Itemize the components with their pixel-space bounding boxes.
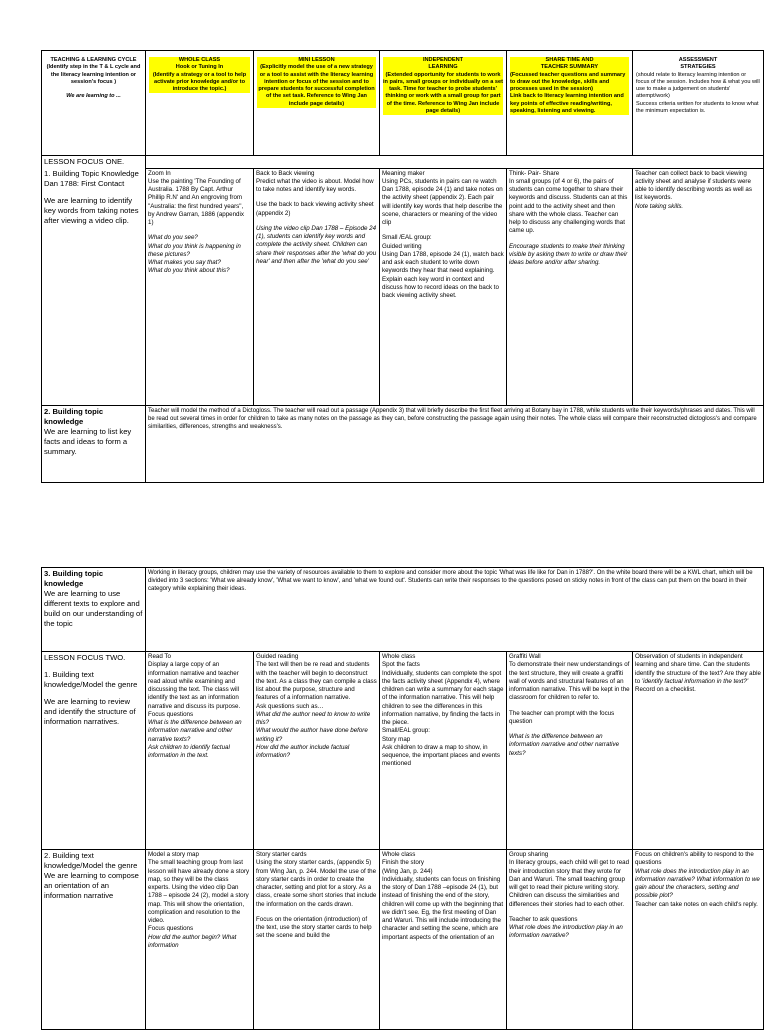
header-whole-class (146, 51, 254, 156)
lesson5-independent-title: Whole class Finish the story (Wing Jan, p. 244) (382, 851, 433, 875)
lesson4-mini (254, 652, 380, 850)
lesson4-independent-group-title: Small/EAL group: Story map (382, 727, 430, 743)
header-independent-desc: (Extended opportunity for students to work in pairs, small groups or individually on a set task. Time for teacher to probe students' thinking or work with a small group for part of the time. Reference to Wing Jan include page details) (383, 71, 503, 114)
header-share-desc: (Focussed teacher questions and summary to draw out the knowledge, skills and processes used in the session) Link back to literacy learning intention and key points of effective reading/writing, speaking, listening and viewing. (510, 72, 629, 116)
lesson1-share (507, 168, 633, 405)
lesson3-intent: We are learning to use different texts to explore and build on our understanding of the topic (44, 589, 143, 629)
lesson1-independent (380, 168, 507, 405)
lesson4-whole-class-body: Display a large copy of an information narrative and teacher read aloud while examining and discussing the text. The class will identify the text as an information narrative and discuss its purpose. (148, 661, 241, 710)
lesson2-body-cell (146, 405, 764, 482)
lesson1-independent-title: Meaning maker (382, 169, 425, 177)
header-mini-lesson (254, 51, 380, 156)
lesson-focus-one-row (42, 156, 764, 169)
lesson5-independent-body: Individually, students can focus on finishing the story of Dan 1788 –episode 24 (1), but instead of finishing the end of the story, children will come up with the beginning that we didn't see. Eg, the first meeting of Dan and Waruri. This will include introducing the character and setting the scene, which are important aspects of the orientation of an (382, 875, 504, 941)
lesson5-mini-body: Using the story starter cards, (appendix 5) from Wing Jan, p. 244. Model the use of the story starter cards in order to create the character, setting and plot for a story. As a class, create some short stories that include the information on the cards drawn. (256, 859, 377, 908)
lesson1-independent-group-body: Using Dan 1788, episode 24 (1), watch back and ask each student to write down keywords they hear that need explaining. Explain each key word in context and discuss how to record ideas on the back to back viewing activity sheet. (382, 250, 504, 300)
header-mini-title: MINI LESSON (257, 57, 376, 64)
lesson5-assessment-body2: Teacher can take notes on each child's reply. (635, 900, 758, 908)
lesson1-assessment (633, 168, 764, 405)
header-assessment-desc: (should relate to literacy learning intention or focus of the session. Includes how & what you will use to make a judgement on students' attempt/work) Success criteria written for students to know what the minimum expectation is. (636, 71, 760, 114)
lesson5-step: 2. Building text knowledge/Model the genre (44, 851, 138, 871)
lesson4-independent-title: Whole class Spot the facts (382, 653, 420, 669)
header-cycle (42, 51, 146, 156)
lesson5-assessment-italic: What role does the introduction play in an information narrative? What information to we gain about the characters, setting and possible plot? (635, 867, 760, 900)
lesson4-step: 1. Building text knowledge/Model the genre (44, 670, 138, 690)
lesson1-mini-body3: Using the video clip Dan 1788 – Episode 24 (1), students can identify key words and complete the activity sheet. Children can share their responses after the 'what do you hear' and then after the 'what do you see' (256, 224, 377, 265)
lesson4-focus: LESSON FOCUS TWO. (44, 653, 126, 662)
lesson2-row (42, 405, 764, 482)
lesson1-independent-body: Using PCs, students in pairs can re watch Dan 1788, episode 24 (1) and take notes on the activity sheet (appendix 2). Each pair will identify key words that help describe the scene, characters or meaning of the video clip (382, 177, 503, 227)
lesson4-independent-group-body: Ask children to draw a map to show, in sequence, the important places and events mentioned (382, 743, 500, 768)
lesson3-body-cell (146, 568, 764, 652)
lesson1-share-title: Think- Pair- Share (509, 169, 560, 177)
lesson4-independent (380, 652, 507, 850)
lesson5-row (42, 850, 764, 1030)
lesson1-intent: We are learning to identify key words from taking notes after viewing a video clip. (44, 196, 139, 226)
lesson4-mini-questions: What did the author need to know to write this? What would the author have done before writing it? How did the author include factual information? (256, 710, 371, 759)
lesson5-whole-class-title: Model a story map (148, 851, 199, 858)
lesson3-step: 3. Building topic knowledge (44, 569, 104, 589)
header-share-title: SHARE TIME AND TEACHER SUMMARY (510, 57, 629, 72)
lesson1-share-italic: Encourage students to make their thinking visible by asking them to write or draw their ideas before and/or after sharing. (509, 242, 628, 267)
lesson4-mini-qtitle: Ask questions such as… (256, 702, 324, 710)
lesson5-share-italic: What role does the introduction play in an information narrative? (509, 924, 623, 940)
lesson5-whole-class-body: The small teaching group from last lesson will have already done a story map, so they will be the class experts. Using the video clip Dan 1788 – episode 24 (2), model a story map. This will show the orientation, complication and resolution to the video. (148, 859, 250, 924)
lesson5-assessment (633, 850, 764, 1030)
lesson4-intent: We are learning to review and identify the structure of information narratives. (44, 697, 136, 727)
lesson1-mini (254, 168, 380, 405)
lesson4-share-title: Graffiti Wall (509, 653, 541, 660)
lesson4-independent-body: Individually, students can complete the spot the facts activity sheet (Appendix 4), where children can write a summary for each stage of the information narrative. This will help children to see the differences in this information narrative, by finding the facts in the piece. (382, 669, 504, 726)
lesson1-row (42, 168, 764, 405)
header-independent-title: INDEPENDENT LEARNING (383, 57, 503, 72)
lesson4-whole-class-questions: What is the difference between an information narrative and other narrative texts? Ask children to identify factual information in the text. (148, 719, 242, 759)
header-assessment-title: ASSESSMENT STRATEGIES (678, 57, 718, 71)
header-mini-desc: (Explicitly model the use of a new strategy or a tool to assist with the literacy learning intention or focus of the session and to prepare students for successful completion of the set task. Reference to Wing Jan include page details) (258, 64, 375, 107)
lesson1-assessment-body: Teacher can collect back to back viewing activity sheet and analyse if students were able to identify describing words as well as list keywords. (635, 169, 752, 202)
lesson1-step-cell (42, 168, 146, 405)
lesson1-assessment-italic: Note taking skills. (635, 202, 684, 210)
lesson5-step-cell (42, 850, 146, 1030)
lesson1-mini-title: Back to Back viewing (256, 169, 315, 177)
header-share-time (507, 51, 633, 156)
lesson4-share (507, 652, 633, 850)
lesson5-share-body2: Teacher to ask questions (509, 915, 578, 923)
lesson3-body: Working in literacy groups, children may use the variety of resources available to them to explore and consider more about the topic 'What was life like for Dan in 1788?'. On the white board there will be a KWL chart, which will be divided into 3 sections: 'What we already know', 'What we want to know', and 'what we found out'. Students can write their responses to the questions posed on sticky notes in front of the class can put them on the board in their category while explaining their ideas. (148, 570, 753, 593)
lesson1-whole-class-questions: What do you see? What do you think is happening in these pictures? What makes you say that? What do you think about this? (148, 234, 241, 275)
lesson4-assessment (633, 652, 764, 850)
lesson2-step: 2. Building topic knowledge (44, 406, 104, 426)
lesson4-row (42, 652, 764, 850)
lesson-plan-table-2 (41, 567, 764, 1030)
lesson1-step: 1. Building Topic Knowledge Dan 1788: First Contact (44, 169, 139, 189)
lesson5-mini-body2: Focus on the orientation (introduction) of the text, use the story starter cards to help set the scene and build the (256, 915, 372, 940)
lesson5-whole-class-questions: How did the author begin? What information (148, 933, 237, 949)
lesson4-assessment-body2: Record on a checklist. (635, 686, 696, 693)
lesson2-body: Teacher will model the method of a Dictogloss. The teacher will read out a passage (Appendix 3) that will briefly describe the first fleet arriving at Botany bay in 1788, while students write their keywords/phrases and dates. This will be read out several times in order for children to take as many notes on the passage as they can, before constructing the passage again using their notes. The whole class will compare their reconstructed dictogloss's and compare similarities, differences, strengths and weakness's. (148, 407, 757, 430)
lesson5-share-body: In literacy groups, each child will get to read their introduction story that they wrote for Dan and Waruri. The small teaching group will get to read their picture writing story. Children can discuss the similarities and differences their stories had to each other. (509, 859, 630, 908)
lesson3-step-cell (42, 568, 146, 652)
header-row (42, 51, 764, 156)
lesson1-whole-class-body: Use the painting 'The Founding of Australia. 1788 By Capt. Arthur Phillip R.N' and An engroving from "Australia: the first hundred years", by Andrew Garran, 1886 (appendix 1) (148, 177, 244, 227)
lesson4-whole-class-qtitle: Focus questions (148, 710, 194, 718)
lesson5-share (507, 850, 633, 1030)
lesson5-whole-class-qtitle: Focus questions (148, 925, 194, 933)
lesson4-whole-class (146, 652, 254, 850)
lesson3-row (42, 568, 764, 652)
lesson1-independent-group-title: Small /EAL group: Guided writing (382, 234, 432, 250)
lesson1-share-body: In small groups (of 4 or 6), the pairs of students can come together to share their keywords and discuss. Students can at this point add to the activity sheet and then share with the whole class. Teacher can help to discuss any challenging words that came up. (509, 177, 628, 235)
lesson4-mini-title: Guided reading (256, 653, 299, 660)
lesson4-share-body2: The teacher can prompt with the focus question (509, 709, 615, 725)
lesson1-spacer (146, 156, 764, 169)
lesson5-whole-class (146, 850, 254, 1030)
header-cycle-sub: We are learning to ... (66, 93, 121, 100)
lesson2-intent: We are learning to list key facts and ideas to form a summary. (44, 426, 132, 456)
lesson4-step-cell (42, 652, 146, 850)
header-cycle-text: TEACHING & LEARNING CYCLE (Identify step in the T & L cycle and the literacy learning intention or session's focus ) (46, 57, 141, 85)
lesson1-focus: LESSON FOCUS ONE. (44, 157, 125, 166)
lesson2-step-cell (42, 405, 146, 482)
lesson1-mini-body2: Use the back to back viewing activity sheet (appendix 2) (256, 201, 374, 217)
lesson5-intent: We are learning to compose an orientation of an information narrative (44, 871, 139, 901)
lesson4-assessment-italic: 'identify factual information in the text?' (641, 677, 749, 685)
lesson1-whole-class-title: Zoom In (148, 169, 171, 177)
lesson5-mini-title: Story starter cards (256, 851, 307, 858)
lesson5-independent (380, 850, 507, 1030)
lesson1-focus-cell (42, 156, 146, 169)
header-whole-class-desc: (Identify a strategy or a tool to help activate prior knowledge and/or to introduce the topic.) (149, 72, 250, 94)
lesson1-mini-body: Predict what the video is about. Model how to take notes and identify key words. (256, 177, 374, 194)
lesson4-mini-body: The text will then be re read and students with the teacher will begin to deconstruct the text. As a class they can compile a class list about the purpose, structure and features of a information narrative. (256, 661, 377, 702)
header-assessment (633, 51, 764, 156)
lesson-plan-table-1 (41, 50, 764, 483)
lesson5-mini (254, 850, 380, 1030)
lesson4-share-italic: What is the difference between an information narrative and other narrative texts? (509, 733, 620, 757)
lesson4-whole-class-title: Read To (148, 653, 171, 660)
lesson4-share-body: To demonstrate their new understandings of the text structure, they will create a graffiti wall of words and structural features of an information narrative. This will be kept in the classroom for children to refer to. (509, 661, 630, 702)
header-whole-class-title: WHOLE CLASS Hook or Tuning In (149, 57, 250, 72)
lesson5-share-title: Group sharing (509, 851, 549, 858)
lesson5-assessment-body: Focus on children's ability to respond to the questions (635, 851, 754, 867)
header-independent (380, 51, 507, 156)
lesson4-assessment-body: Observation of students in independent learning and share time. Can the students identify the structure of the text? Are they able to (635, 653, 761, 685)
lesson1-whole-class (146, 168, 254, 405)
